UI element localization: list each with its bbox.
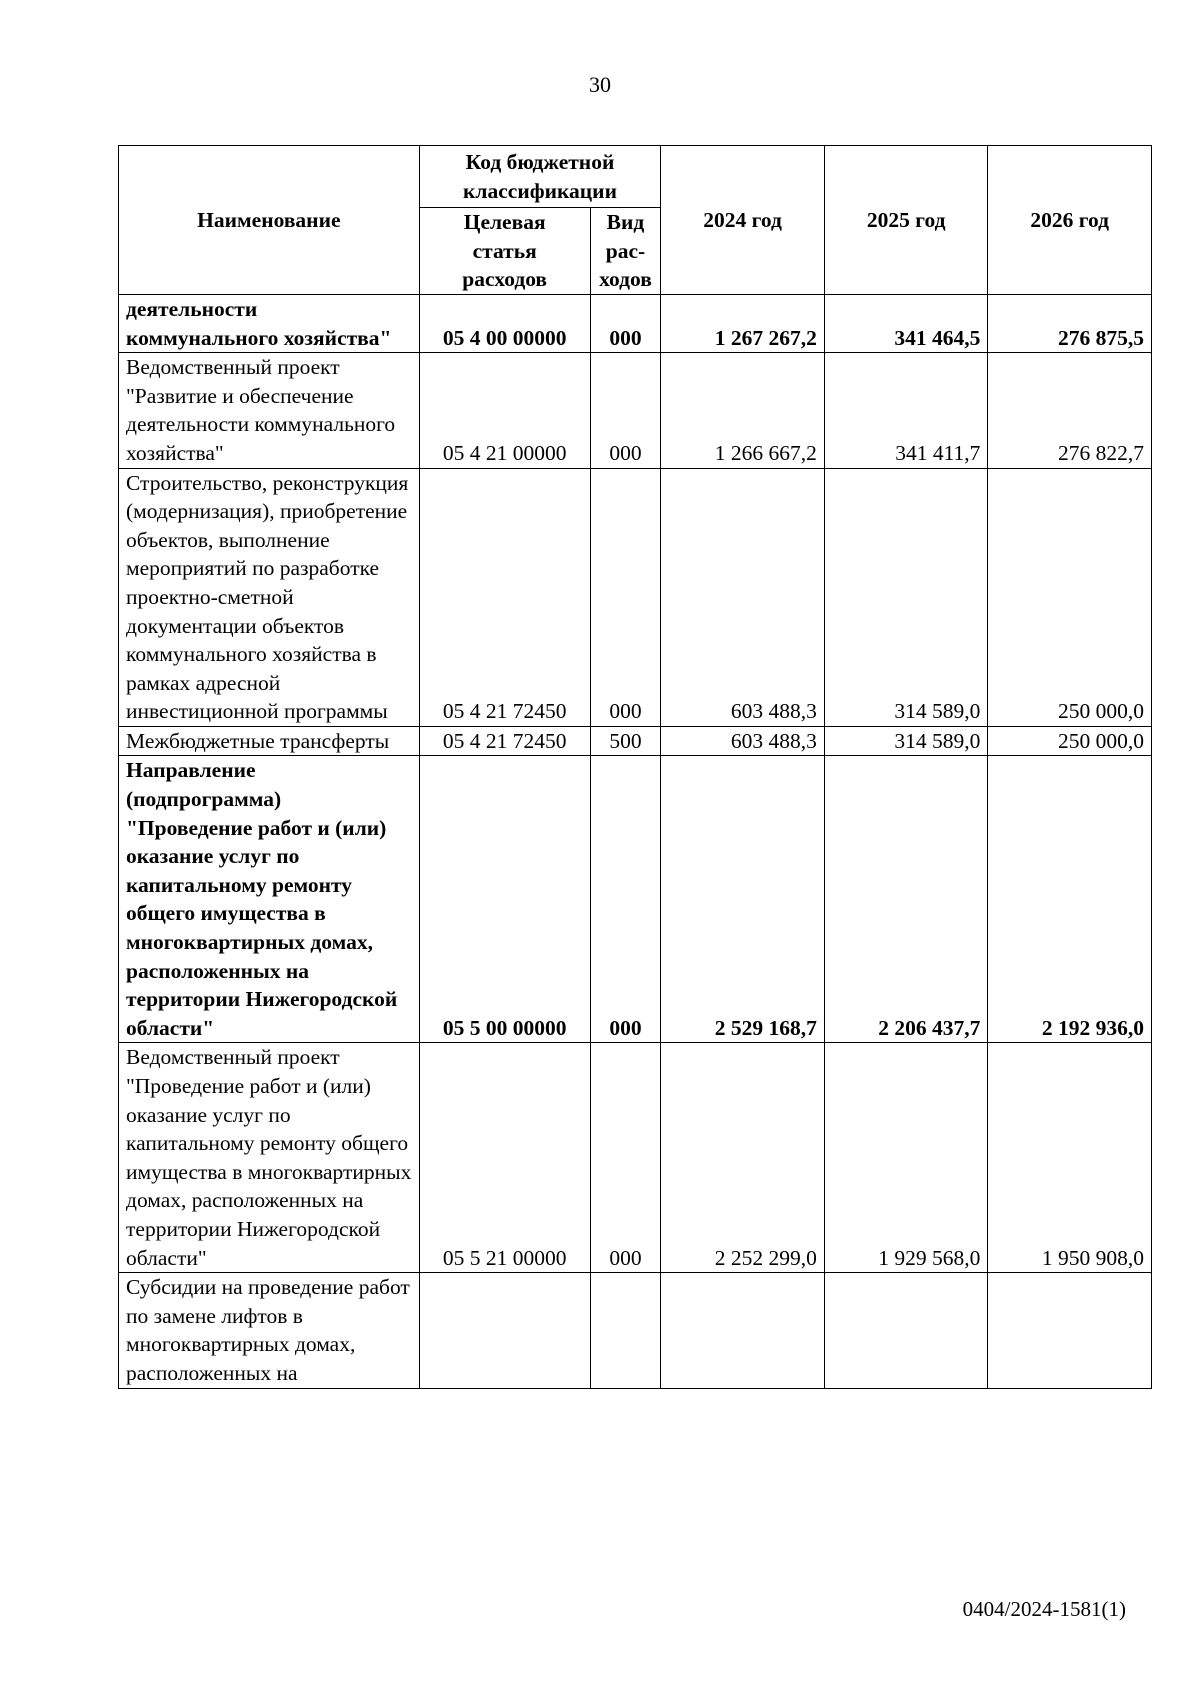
- table-row: [119, 1043, 1152, 1273]
- header-year-2025: 2025 год: [824, 146, 988, 295]
- row-value-2024: 603 488,3: [661, 468, 825, 726]
- row-value-2026: 250 000,0: [988, 468, 1152, 726]
- row-value-2024: 603 488,3: [661, 726, 825, 756]
- row-name: Ведомственный проект "Развитие и обеспечение деятельности коммунального хозяйства": [119, 353, 420, 468]
- row-value-2026: 250 000,0: [988, 726, 1152, 756]
- row-value-2024: 1 266 667,2: [661, 353, 825, 468]
- table-body: [119, 294, 1152, 1388]
- row-target-article: 05 4 21 72450: [419, 468, 590, 726]
- row-value-2026: [988, 1273, 1152, 1388]
- row-expense-type: 000: [590, 1043, 661, 1273]
- row-value-2025: 314 589,0: [824, 468, 988, 726]
- row-target-article: 05 4 00 00000: [419, 294, 590, 352]
- row-expense-type: 000: [590, 468, 661, 726]
- row-value-2025: 1 929 568,0: [824, 1043, 988, 1273]
- row-expense-type: 000: [590, 294, 661, 352]
- row-expense-type: [590, 1273, 661, 1388]
- table-row: [119, 353, 1152, 468]
- row-target-article: 05 5 21 00000: [419, 1043, 590, 1273]
- table-row: [119, 1273, 1152, 1388]
- header-name: Наименование: [119, 146, 420, 295]
- table-row: [119, 726, 1152, 756]
- header-target-article: Целевая статья расходов: [419, 208, 590, 295]
- header-year-2024: 2024 год: [661, 146, 825, 295]
- table-row: [119, 756, 1152, 1043]
- header-year-2026: 2026 год: [988, 146, 1152, 295]
- row-value-2024: [661, 1273, 825, 1388]
- row-target-article: [419, 1273, 590, 1388]
- header-expense-type: Вид рас-ходов: [590, 208, 661, 295]
- row-target-article: 05 5 00 00000: [419, 756, 590, 1043]
- table-header: [119, 146, 1152, 295]
- row-value-2026: 276 822,7: [988, 353, 1152, 468]
- row-target-article: 05 4 21 00000: [419, 353, 590, 468]
- row-expense-type: 500: [590, 726, 661, 756]
- header-budget-code: Код бюджетной классификации: [419, 146, 661, 208]
- row-name: Ведомственный проект "Проведение работ и (или) оказание услуг по капитальному ремонту общего имущества в многоквартирных домах, расположенных на территории Нижегородской области": [119, 1043, 420, 1273]
- row-value-2025: 2 206 437,7: [824, 756, 988, 1043]
- page-number: 30: [589, 72, 611, 97]
- row-target-article: 05 4 21 72450: [419, 726, 590, 756]
- table-row: [119, 468, 1152, 726]
- row-name: Направление (подпрограмма) "Проведение работ и (или) оказание услуг по капитальному ремонту общего имущества в многоквартирных домах, расположенных на территории Нижегородской области": [119, 756, 420, 1043]
- row-value-2026: 276 875,5: [988, 294, 1152, 352]
- row-value-2026: 2 192 936,0: [988, 756, 1152, 1043]
- budget-table: [118, 145, 1152, 1389]
- row-name: Межбюджетные трансферты: [119, 726, 420, 756]
- table-row: [119, 294, 1152, 352]
- row-value-2025: 341 464,5: [824, 294, 988, 352]
- row-expense-type: 000: [590, 353, 661, 468]
- row-value-2024: 1 267 267,2: [661, 294, 825, 352]
- row-value-2024: 2 529 168,7: [661, 756, 825, 1043]
- row-value-2025: [824, 1273, 988, 1388]
- row-value-2025: 314 589,0: [824, 726, 988, 756]
- row-value-2026: 1 950 908,0: [988, 1043, 1152, 1273]
- row-value-2024: 2 252 299,0: [661, 1043, 825, 1273]
- row-name: Строительство, реконструкция (модернизация), приобретение объектов, выполнение мероприятий по разработке проектно-сметной документации объектов коммунального хозяйства в рамках адресной инвестиционной программы: [119, 468, 420, 726]
- document-code: 0404/2024-1581(1): [962, 1597, 1126, 1621]
- row-name: деятельности коммунального хозяйства": [119, 294, 420, 352]
- row-expense-type: 000: [590, 756, 661, 1043]
- row-name: Субсидии на проведение работ по замене лифтов в многоквартирных домах, расположенных на: [119, 1273, 420, 1388]
- row-value-2025: 341 411,7: [824, 353, 988, 468]
